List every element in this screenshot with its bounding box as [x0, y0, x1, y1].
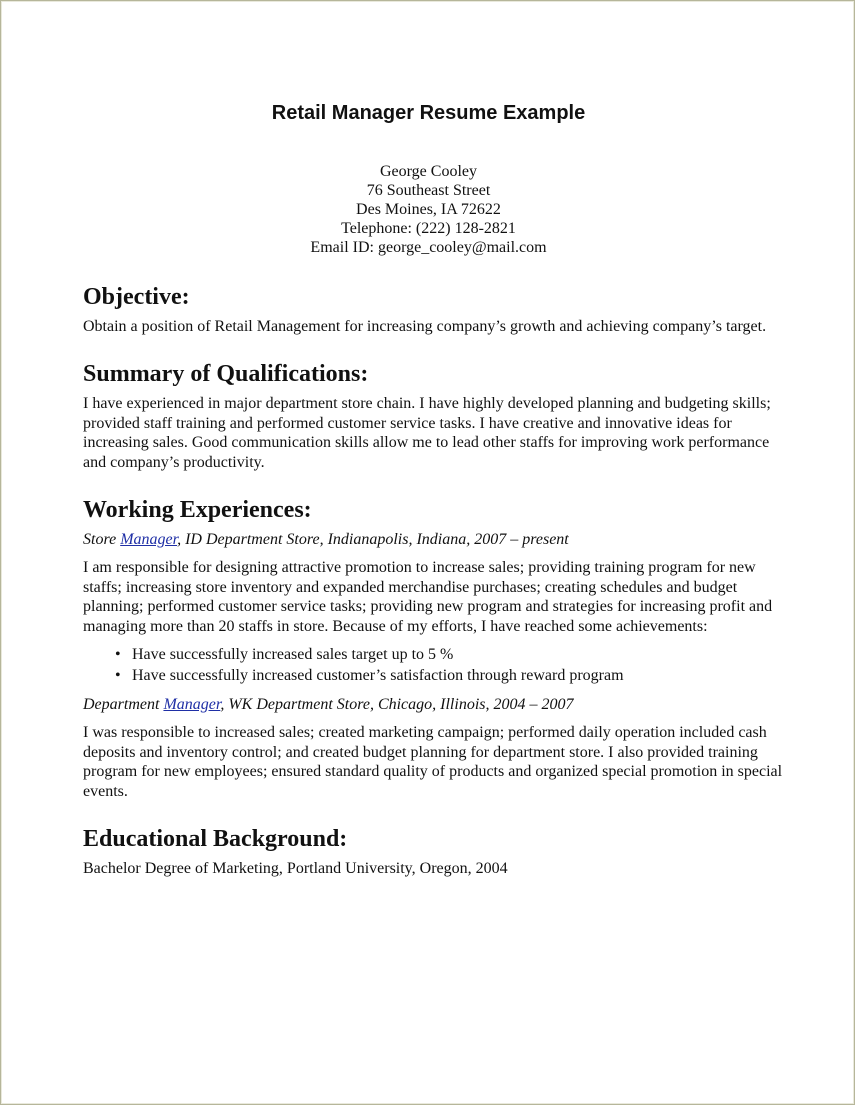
- manager-link[interactable]: Manager: [120, 531, 178, 549]
- objective-text: Obtain a position of Retail Management for increasing company’s growth and achieving company’s target.: [83, 318, 767, 335]
- document-title: Retail Manager Resume Example: [271, 102, 586, 124]
- contact-block: [1, 162, 855, 257]
- objective-section: [83, 283, 783, 336]
- job-title-prefix: Store: [83, 531, 121, 549]
- summary-heading: Summary of Qualifications:: [83, 361, 369, 388]
- job-title-rest: , WK Department Store, Chicago, Illinois, 2004 – 2007: [220, 696, 574, 714]
- objective-heading: Objective:: [83, 284, 190, 310]
- manager-link[interactable]: Manager: [163, 696, 221, 714]
- resume-body: [83, 283, 783, 903]
- bullet-glyph: •: [115, 667, 121, 685]
- achievements-list: [83, 644, 783, 686]
- job-title: [83, 530, 783, 549]
- job-description: I am responsible for designing attractive promotion to increase sales; providing training program for new staffs; increasing store inventory and expanded merchandise purchases; creating schedules and budget planning; performed customer service tasks; providing new program and strategies for increasing profit and managing more than 20 staffs in store. Because of my efforts, I have reached some achievements:: [83, 559, 773, 635]
- contact-email: Email ID: george_cooley@mail.com: [310, 239, 547, 256]
- education-heading: Educational Background:: [83, 826, 348, 853]
- experience-heading: Working Experiences:: [83, 497, 312, 524]
- achievement-text: Have successfully increased customer’s satisfaction through reward program: [132, 667, 624, 685]
- contact-city: Des Moines, IA 72622: [356, 201, 501, 218]
- list-item: [115, 665, 783, 686]
- job-title: [83, 695, 783, 714]
- job-entry: [83, 530, 783, 686]
- education-section: [83, 825, 783, 878]
- contact-street: 76 Southeast Street: [366, 182, 491, 199]
- contact-name: George Cooley: [379, 163, 477, 180]
- summary-text: I have experienced in major department store chain. I have highly developed planning and budgeting skills; provided staff training and performed customer service tasks. I have creative and innovative ideas for increasing sales. Good communication skills allow me to lead other staffs for improving work performance and company’s productivity.: [83, 395, 771, 471]
- bullet-glyph: •: [115, 646, 121, 664]
- achievement-text: Have successfully increased sales target up to 5 %: [132, 646, 454, 664]
- job-title-prefix: Department: [83, 696, 164, 714]
- education-text: Bachelor Degree of Marketing, Portland University, Oregon, 2004: [83, 860, 508, 878]
- job-entry: [83, 695, 783, 801]
- summary-section: [83, 360, 783, 472]
- job-title-rest: , ID Department Store, Indianapolis, Indiana, 2007 – present: [177, 531, 569, 549]
- contact-telephone: Telephone: (222) 128-2821: [341, 220, 516, 237]
- job-description: I was responsible to increased sales; created marketing campaign; performed daily operation included cash deposits and inventory control; and created budget planning for department store. I also provided training program for new employees; ensured standard quality of products and organized special promotion in special events.: [83, 724, 783, 800]
- experience-section: [83, 496, 783, 801]
- list-item: [115, 644, 783, 665]
